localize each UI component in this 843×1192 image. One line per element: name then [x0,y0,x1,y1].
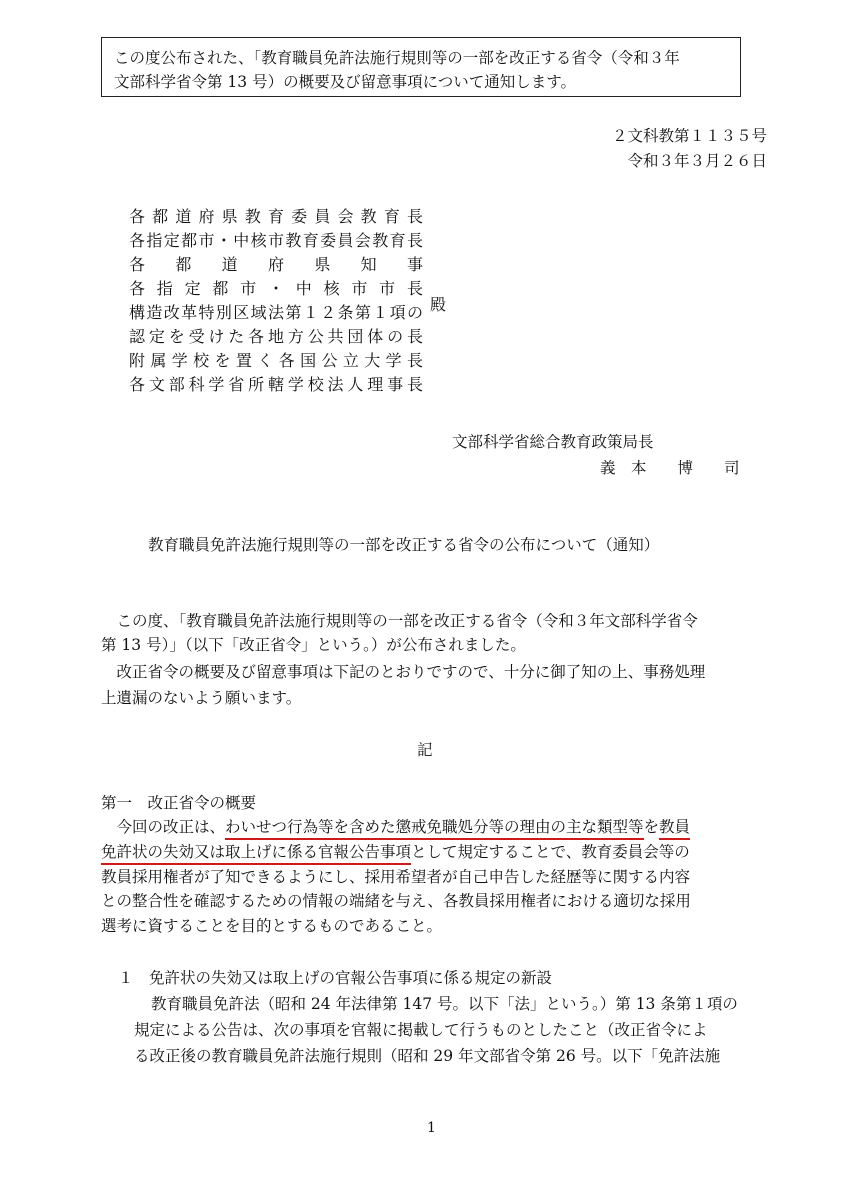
intro-line: 第 13 号）」（以下「改正省令」という。）が公布されました。 [101,636,526,654]
section-line [101,815,690,837]
notice-line-2: 文部科学省令第 13 号）の概要及び留意事項について通知します。 [114,73,577,91]
underlined-text: 免許状の失効又は取上げに係る官報公告事項 [101,843,411,865]
sender-bureau: 文部科学省総合教育政策局長 [452,433,654,451]
section-line: 選考に資することを目的とするものであること。 [101,917,443,935]
section-line: 教員採用権者が了知できるようにし、採用希望者が自己申告した経歴等に関する内容 [101,868,691,886]
addressee: 各指定都市・中核市市長 [129,279,423,298]
subsection-line: る改正後の教育職員免許法施行規則（昭和 29 年文部省令第 26 号。以下「免許法施 [134,1047,721,1065]
addressee: 各都道府県教育委員会教育長 [129,207,423,226]
notice-line-1: この度公布された、「教育職員免許法施行規則等の一部を改正する省令（令和３年 [114,49,680,67]
section-heading: 第一 改正省令の概要 [101,794,257,812]
document-number: ２文科教第１１３５号 [611,127,767,145]
addressee: 各都道府県知事 [129,255,423,274]
subsection-heading: １ 免許状の失効又は取上げの官報公告事項に係る規定の新設 [118,969,553,987]
underlined-text: 教員 [659,818,690,840]
underlined-text: わいせつ行為等を含めた懲戒免職処分等の理由の主な類型等 [225,818,644,840]
addressee: 附属学校を置く各国公立大学長 [129,351,423,370]
ki-heading: 記 [417,741,433,759]
document-date: 令和３年３月２６日 [627,152,767,170]
subsection-line: 教育職員免許法（昭和 24 年法律第 147 号。以下「法」という。）第 13 条第１項の [151,995,738,1013]
notice-box [101,37,741,97]
text-segment: として規定することで、教育委員会等の [411,843,690,861]
subsection-line: 規定による公告は、次の事項を官報に掲載して行うものとしたこと（改正省令によ [134,1021,708,1039]
text-segment: 今回の改正は、 [101,818,226,836]
addressee: 各指定都市・中核市教育委員会教育長 [129,231,423,250]
section-line: との整合性を確認するための情報の端緒を与え、各教員採用権者における適切な採用 [101,892,691,910]
intro-line: 上遺漏のないよう願います。 [101,689,302,707]
addressee: 構造改革特別区域法第１２条第１項の [129,303,423,322]
sender-name: 義 本 博 司 [600,459,740,477]
page-number: 1 [427,1120,436,1136]
text-segment: を [643,818,660,836]
addressee: 各文部科学省所轄学校法人理事長 [129,375,423,394]
section-line [101,840,690,862]
intro-line: この度、「教育職員免許法施行規則等の一部を改正する省令（令和３年文部科学省令 [101,612,698,630]
honorific: 殿 [430,295,447,314]
document-title: 教育職員免許法施行規則等の一部を改正する省令の公布について（通知） [148,536,660,554]
intro-line: 改正省令の概要及び留意事項は下記のとおりですので、十分に御了知の上、事務処理 [101,663,706,681]
addressee: 認定を受けた各地方公共団体の長 [129,327,423,346]
